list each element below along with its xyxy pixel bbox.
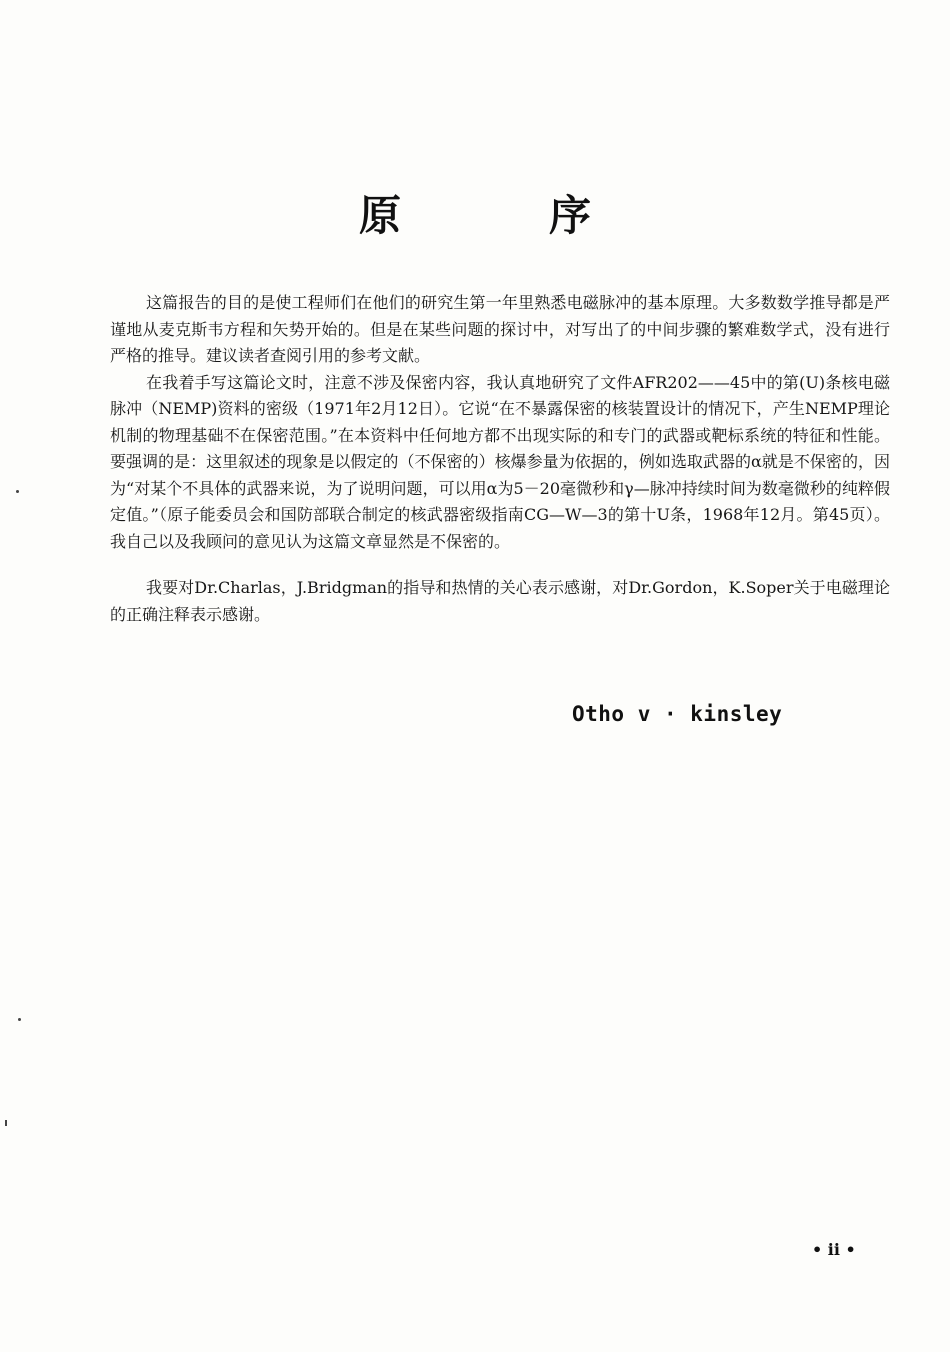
scan-speck — [5, 1120, 7, 1126]
preface-body — [110, 290, 890, 628]
page-number: • ii • — [812, 1240, 856, 1259]
author-signature: Otho v · kinsley — [572, 702, 783, 726]
title-char-2: 序 — [549, 191, 592, 240]
page-title — [0, 183, 950, 243]
preface-paragraph-2: 在我着手写这篇论文时，注意不涉及保密内容，我认真地研究了文件AFR202——45中的第(U)条核电磁脉冲（NEMP)资料的密级（1971年2月12日）。它说“在不暴露保密的核装置设计的情况下，产生NEMP理论机制的物理基础不在保密范围。”在本资料中任何地方都不出现实际的和专门的武器或靶标系统的特征和性能。要强调的是：这里叙述的现象是以假定的（不保密的）核爆参量为依据的，例如选取武器的α就是不保密的，因为“对某个不具体的武器来说，为了说明问题，可以用α为5－20毫微秒和γ—脉冲持续时间为数毫微秒的纯粹假定值。”（原子能委员会和国防部联合制定的核武器密级指南CG—W—3的第十U条，1968年12月。第45页）。我自己以及我顾问的意见认为这篇文章显然是不保密的。 — [110, 372, 890, 551]
preface-paragraph-3: 我要对Dr.Charlas，J.Bridgman的指导和热情的关心表示感谢，对Dr.Gordon，K.Soper关于电磁理论的正确注释表示感谢。 — [110, 578, 890, 624]
preface-paragraph-1: 这篇报告的目的是使工程师们在他们的研究生第一年里熟悉电磁脉冲的基本原理。大多数数学推导都是严谨地从麦克斯韦方程和矢势开始的。但是在某些问题的探讨中，对写出了的中间步骤的繁难数学式，没有进行严格的推导。建议读者查阅引用的参考文献。 — [110, 293, 890, 365]
scan-speck — [18, 1018, 21, 1021]
scan-speck — [16, 490, 19, 493]
title-char-1: 原 — [358, 191, 401, 240]
